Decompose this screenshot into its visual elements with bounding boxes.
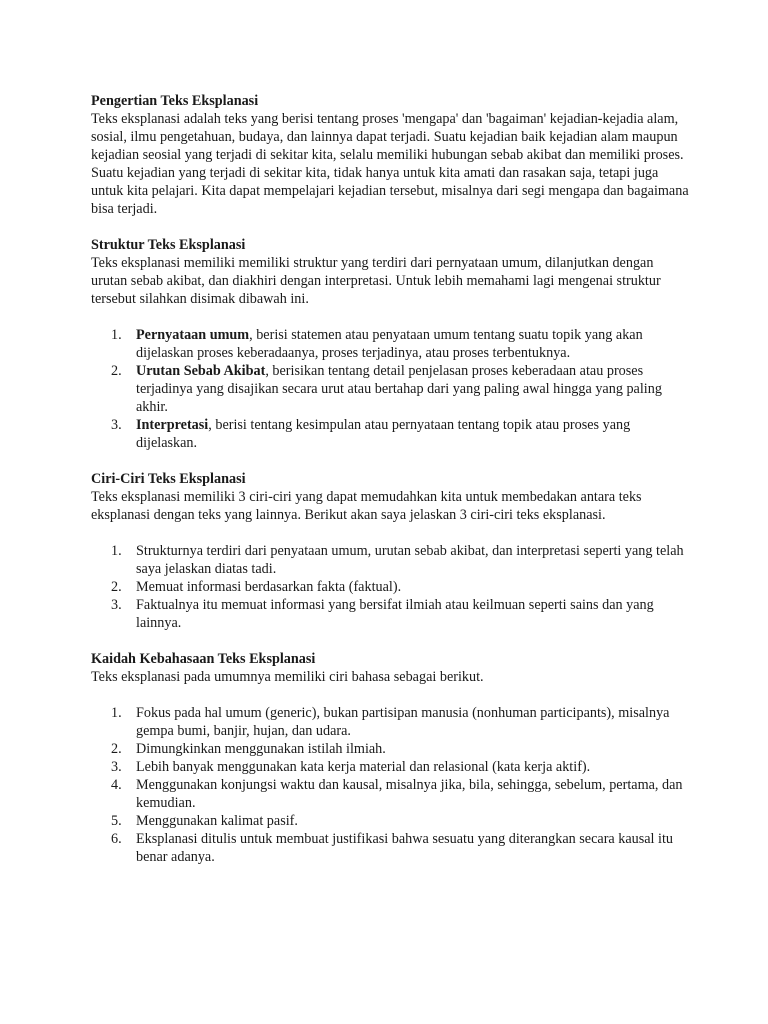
list-item — [91, 326, 691, 362]
list-text: Menggunakan kalimat pasif. — [136, 813, 298, 829]
paragraph-pengertian: Teks eksplanasi adalah teks yang berisi tentang proses 'mengapa' dan 'bagaiman' kejadian-kejadia alam, sosial, ilmu pengetahuan, budaya, dan lainnya dapat terjadi. Suatu kejadian baik kejadian alam maupun kejadian seosial yang terjadi di sekitar kita, selalu memiliki hubungan sebab akibat dan memiliki proses. Suatu kejadian yang terjadi di sekitar kita, tidak hanya untuk kita amati dan rasakan saja, tetapi juga untuk kita pelajari. Kita dapat mempelajari kejadian tersebut, misalnya dari segi mengapa dan bagaimana bisa terjadi. — [91, 111, 689, 217]
list-number: 1. — [111, 543, 122, 559]
section-struktur — [91, 236, 691, 308]
heading-ciri: Ciri-Ciri Teks Eksplanasi — [91, 471, 246, 487]
list-item — [91, 704, 691, 740]
list-item — [91, 416, 691, 452]
list-struktur — [91, 326, 691, 452]
list-text: , berisi statemen atau penyataan umum tentang suatu topik yang akan dijelaskan proses keberadaanya, proses terjadinya, atau proses terbentuknya. — [136, 327, 643, 361]
list-number: 2. — [111, 363, 122, 379]
heading-pengertian: Pengertian Teks Eksplanasi — [91, 93, 259, 109]
list-item — [91, 758, 691, 776]
list-term: Interpretasi — [136, 417, 209, 433]
list-text: Memuat informasi berdasarkan fakta (faktual). — [136, 579, 402, 595]
section-kaidah — [91, 650, 691, 686]
list-number: 1. — [111, 327, 122, 343]
list-item — [91, 542, 691, 578]
list-item — [91, 596, 691, 632]
section-ciri — [91, 470, 691, 524]
list-text: Lebih banyak menggunakan kata kerja material dan relasional (kata kerja aktif). — [136, 759, 591, 775]
list-item — [91, 362, 691, 416]
list-ciri — [91, 542, 691, 632]
paragraph-kaidah: Teks eksplanasi pada umumnya memiliki ciri bahasa sebagai berikut. — [91, 669, 484, 685]
list-text: Faktualnya itu memuat informasi yang bersifat ilmiah atau keilmuan seperti sains dan yang lainnya. — [136, 597, 654, 631]
list-item — [91, 578, 691, 596]
list-item — [91, 812, 691, 830]
list-number: 4. — [111, 777, 122, 793]
list-number: 2. — [111, 741, 122, 757]
list-term: Urutan Sebab Akibat — [136, 363, 266, 379]
document-page — [91, 92, 691, 884]
heading-kaidah: Kaidah Kebahasaan Teks Eksplanasi — [91, 651, 316, 667]
list-text: Eksplanasi ditulis untuk membuat justifikasi bahwa sesuatu yang diterangkan secara kausal itu benar adanya. — [136, 831, 674, 865]
paragraph-struktur: Teks eksplanasi memiliki memiliki struktur yang terdiri dari pernyataan umum, dilanjutkan dengan urutan sebab akibat, dan diakhiri dengan interpretasi. Untuk lebih memahami lagi mengenai struktur tersebut silahkan disimak dibawah ini. — [91, 255, 661, 307]
section-pengertian — [91, 92, 691, 218]
list-number: 2. — [111, 579, 122, 595]
list-item — [91, 740, 691, 758]
list-kaidah — [91, 704, 691, 866]
list-number: 3. — [111, 417, 122, 433]
list-number: 5. — [111, 813, 122, 829]
list-text: Fokus pada hal umum (generic), bukan partisipan manusia (nonhuman participants), misalnya gempa bumi, banjir, hujan, dan udara. — [136, 705, 670, 739]
list-text: Dimungkinkan menggunakan istilah ilmiah. — [136, 741, 386, 757]
paragraph-ciri: Teks eksplanasi memiliki 3 ciri-ciri yang dapat memudahkan kita untuk membedakan antara teks eksplanasi dengan teks yang lainnya. Berikut akan saya jelaskan 3 ciri-ciri teks eksplanasi. — [91, 489, 642, 523]
list-number: 1. — [111, 705, 122, 721]
list-number: 3. — [111, 759, 122, 775]
list-number: 3. — [111, 597, 122, 613]
list-term: Pernyataan umum — [136, 327, 250, 343]
list-text: Strukturnya terdiri dari penyataan umum, urutan sebab akibat, dan interpretasi seperti yang telah saya jelaskan diatas tadi. — [136, 543, 684, 577]
list-text: , berisi tentang kesimpulan atau pernyataan tentang topik atau proses yang dijelaskan. — [136, 417, 631, 451]
list-text: Menggunakan konjungsi waktu dan kausal, misalnya jika, bila, sehingga, sebelum, pertama, dan kemudian. — [136, 777, 683, 811]
list-text: , berisikan tentang detail penjelasan proses keberadaan atau proses terjadinya yang disajikan secara urut atau bertahap dari yang paling awal hingga yang paling akhir. — [136, 363, 662, 415]
list-item — [91, 830, 691, 866]
list-item — [91, 776, 691, 812]
heading-struktur: Struktur Teks Eksplanasi — [91, 237, 246, 253]
list-number: 6. — [111, 831, 122, 847]
